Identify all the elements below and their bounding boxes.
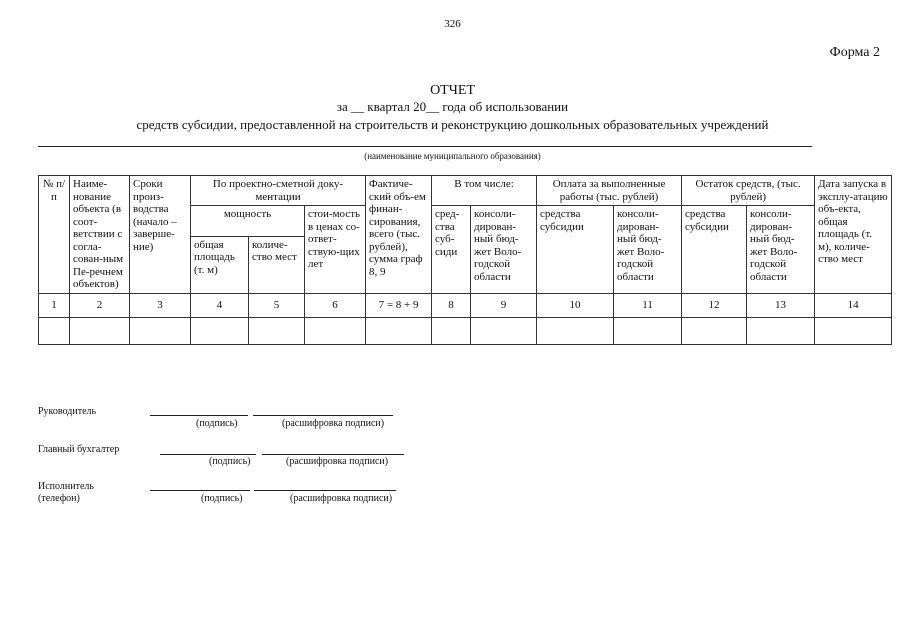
- column-number: 13: [747, 293, 815, 317]
- header-capacity: мощность: [191, 206, 305, 237]
- header-payment-consolidated: консоли-дирован-ный бюд-жет Воло-годской области: [614, 206, 682, 294]
- column-number: 12: [682, 293, 747, 317]
- header-including: В том числе:: [432, 176, 537, 206]
- table-cell[interactable]: [366, 317, 432, 344]
- column-number: 7 = 8 + 9: [366, 293, 432, 317]
- report-title: ОТЧЕТ: [430, 83, 475, 98]
- table-cell[interactable]: [305, 317, 366, 344]
- table-row: [39, 317, 892, 344]
- executor-decode-caption: (расшифровка подписи): [290, 493, 393, 504]
- executor-label: Исполнитель: [38, 481, 94, 492]
- table-cell[interactable]: [249, 317, 305, 344]
- head-sign-caption: (подпись): [196, 418, 238, 429]
- report-subtitle-line2: средств субсидии, предоставленной на строительств и реконструкцию дошкольных образовательных учреждений: [136, 117, 769, 132]
- header-subsidy: сред-ства суб-сиди: [432, 206, 471, 294]
- table-cell[interactable]: [191, 317, 249, 344]
- header-balance-subsidy: средства субсидии: [682, 206, 747, 294]
- header-payment: Оплата за выполненные работы (тыс. рублей): [537, 176, 682, 206]
- header-payment-subsidy: средства субсидии: [537, 206, 614, 294]
- page-number: 326: [444, 18, 461, 30]
- column-number: 8: [432, 293, 471, 317]
- accountant-sign-caption: (подпись): [209, 456, 251, 467]
- header-design-estimate: По проектно-сметной доку-ментации: [191, 176, 366, 206]
- table-cell[interactable]: [682, 317, 747, 344]
- column-number: 5: [249, 293, 305, 317]
- accountant-decode-caption: (расшифровка подписи): [286, 456, 389, 467]
- column-number: 1: [39, 293, 70, 317]
- executor-sign-line[interactable]: [150, 490, 250, 491]
- table-cell[interactable]: [130, 317, 191, 344]
- executor-phone: (телефон): [38, 493, 80, 504]
- column-number: 6: [305, 293, 366, 317]
- column-number: 14: [815, 293, 892, 317]
- table-cell[interactable]: [70, 317, 130, 344]
- column-number: 4: [191, 293, 249, 317]
- accountant-decode-line[interactable]: [262, 454, 404, 455]
- column-number: 2: [70, 293, 130, 317]
- accountant-label: Главный бухгалтер: [38, 444, 120, 455]
- form-label: Форма 2: [829, 45, 880, 60]
- executor-decode-line[interactable]: [254, 490, 396, 491]
- report-table: [38, 175, 892, 345]
- municipality-line: [38, 146, 812, 147]
- table-cell[interactable]: [471, 317, 537, 344]
- table-cell[interactable]: [432, 317, 471, 344]
- table-cell[interactable]: [747, 317, 815, 344]
- report-subtitle-line1: за __ квартал 20__ года об использовании: [336, 99, 569, 114]
- column-number: 11: [614, 293, 682, 317]
- column-number: 3: [130, 293, 191, 317]
- header-consolidated: консоли-дирован-ный бюд-жет Воло-годской области: [471, 206, 537, 294]
- column-number: 9: [471, 293, 537, 317]
- header-places: количе-ство мест: [249, 236, 305, 293]
- header-balance: Остаток средств, (тыс. рублей): [682, 176, 815, 206]
- header-area: общая площадь (т. м): [191, 236, 249, 293]
- header-balance-consolidated: консоли-дирован-ный бюд-жет Воло-годской области: [747, 206, 815, 294]
- executor-sign-caption: (подпись): [201, 493, 243, 504]
- municipality-caption: (наименование муниципального образования): [364, 151, 541, 161]
- head-sign-line[interactable]: [150, 415, 248, 416]
- table-cell[interactable]: [614, 317, 682, 344]
- header-period: Сроки произ-водства (начало – заверше-ние): [130, 176, 191, 294]
- table-cell[interactable]: [537, 317, 614, 344]
- header-num: № п/п: [39, 176, 70, 294]
- header-object-name: Наиме-нование объекта (в соот-ветствии с согла-сован-ным Пе-речнем объектов): [70, 176, 130, 294]
- head-decode-line[interactable]: [253, 415, 393, 416]
- table-cell[interactable]: [39, 317, 70, 344]
- head-label: Руководитель: [38, 406, 97, 417]
- table-cell[interactable]: [815, 317, 892, 344]
- head-decode-caption: (расшифровка подписи): [282, 418, 385, 429]
- header-cost: стои-мость в ценах со-ответ-ствую-щих лет: [305, 206, 366, 294]
- column-number: 10: [537, 293, 614, 317]
- accountant-sign-line[interactable]: [160, 454, 256, 455]
- header-launch-date: Дата запуска в эксплу-атацию объ-екта, общая площадь (т. м), количе-ство мест: [815, 176, 892, 294]
- header-actual-financing: Фактиче-ский объ-ем финан-сирования, всего (тыс. рублей), сумма граф 8, 9: [366, 176, 432, 294]
